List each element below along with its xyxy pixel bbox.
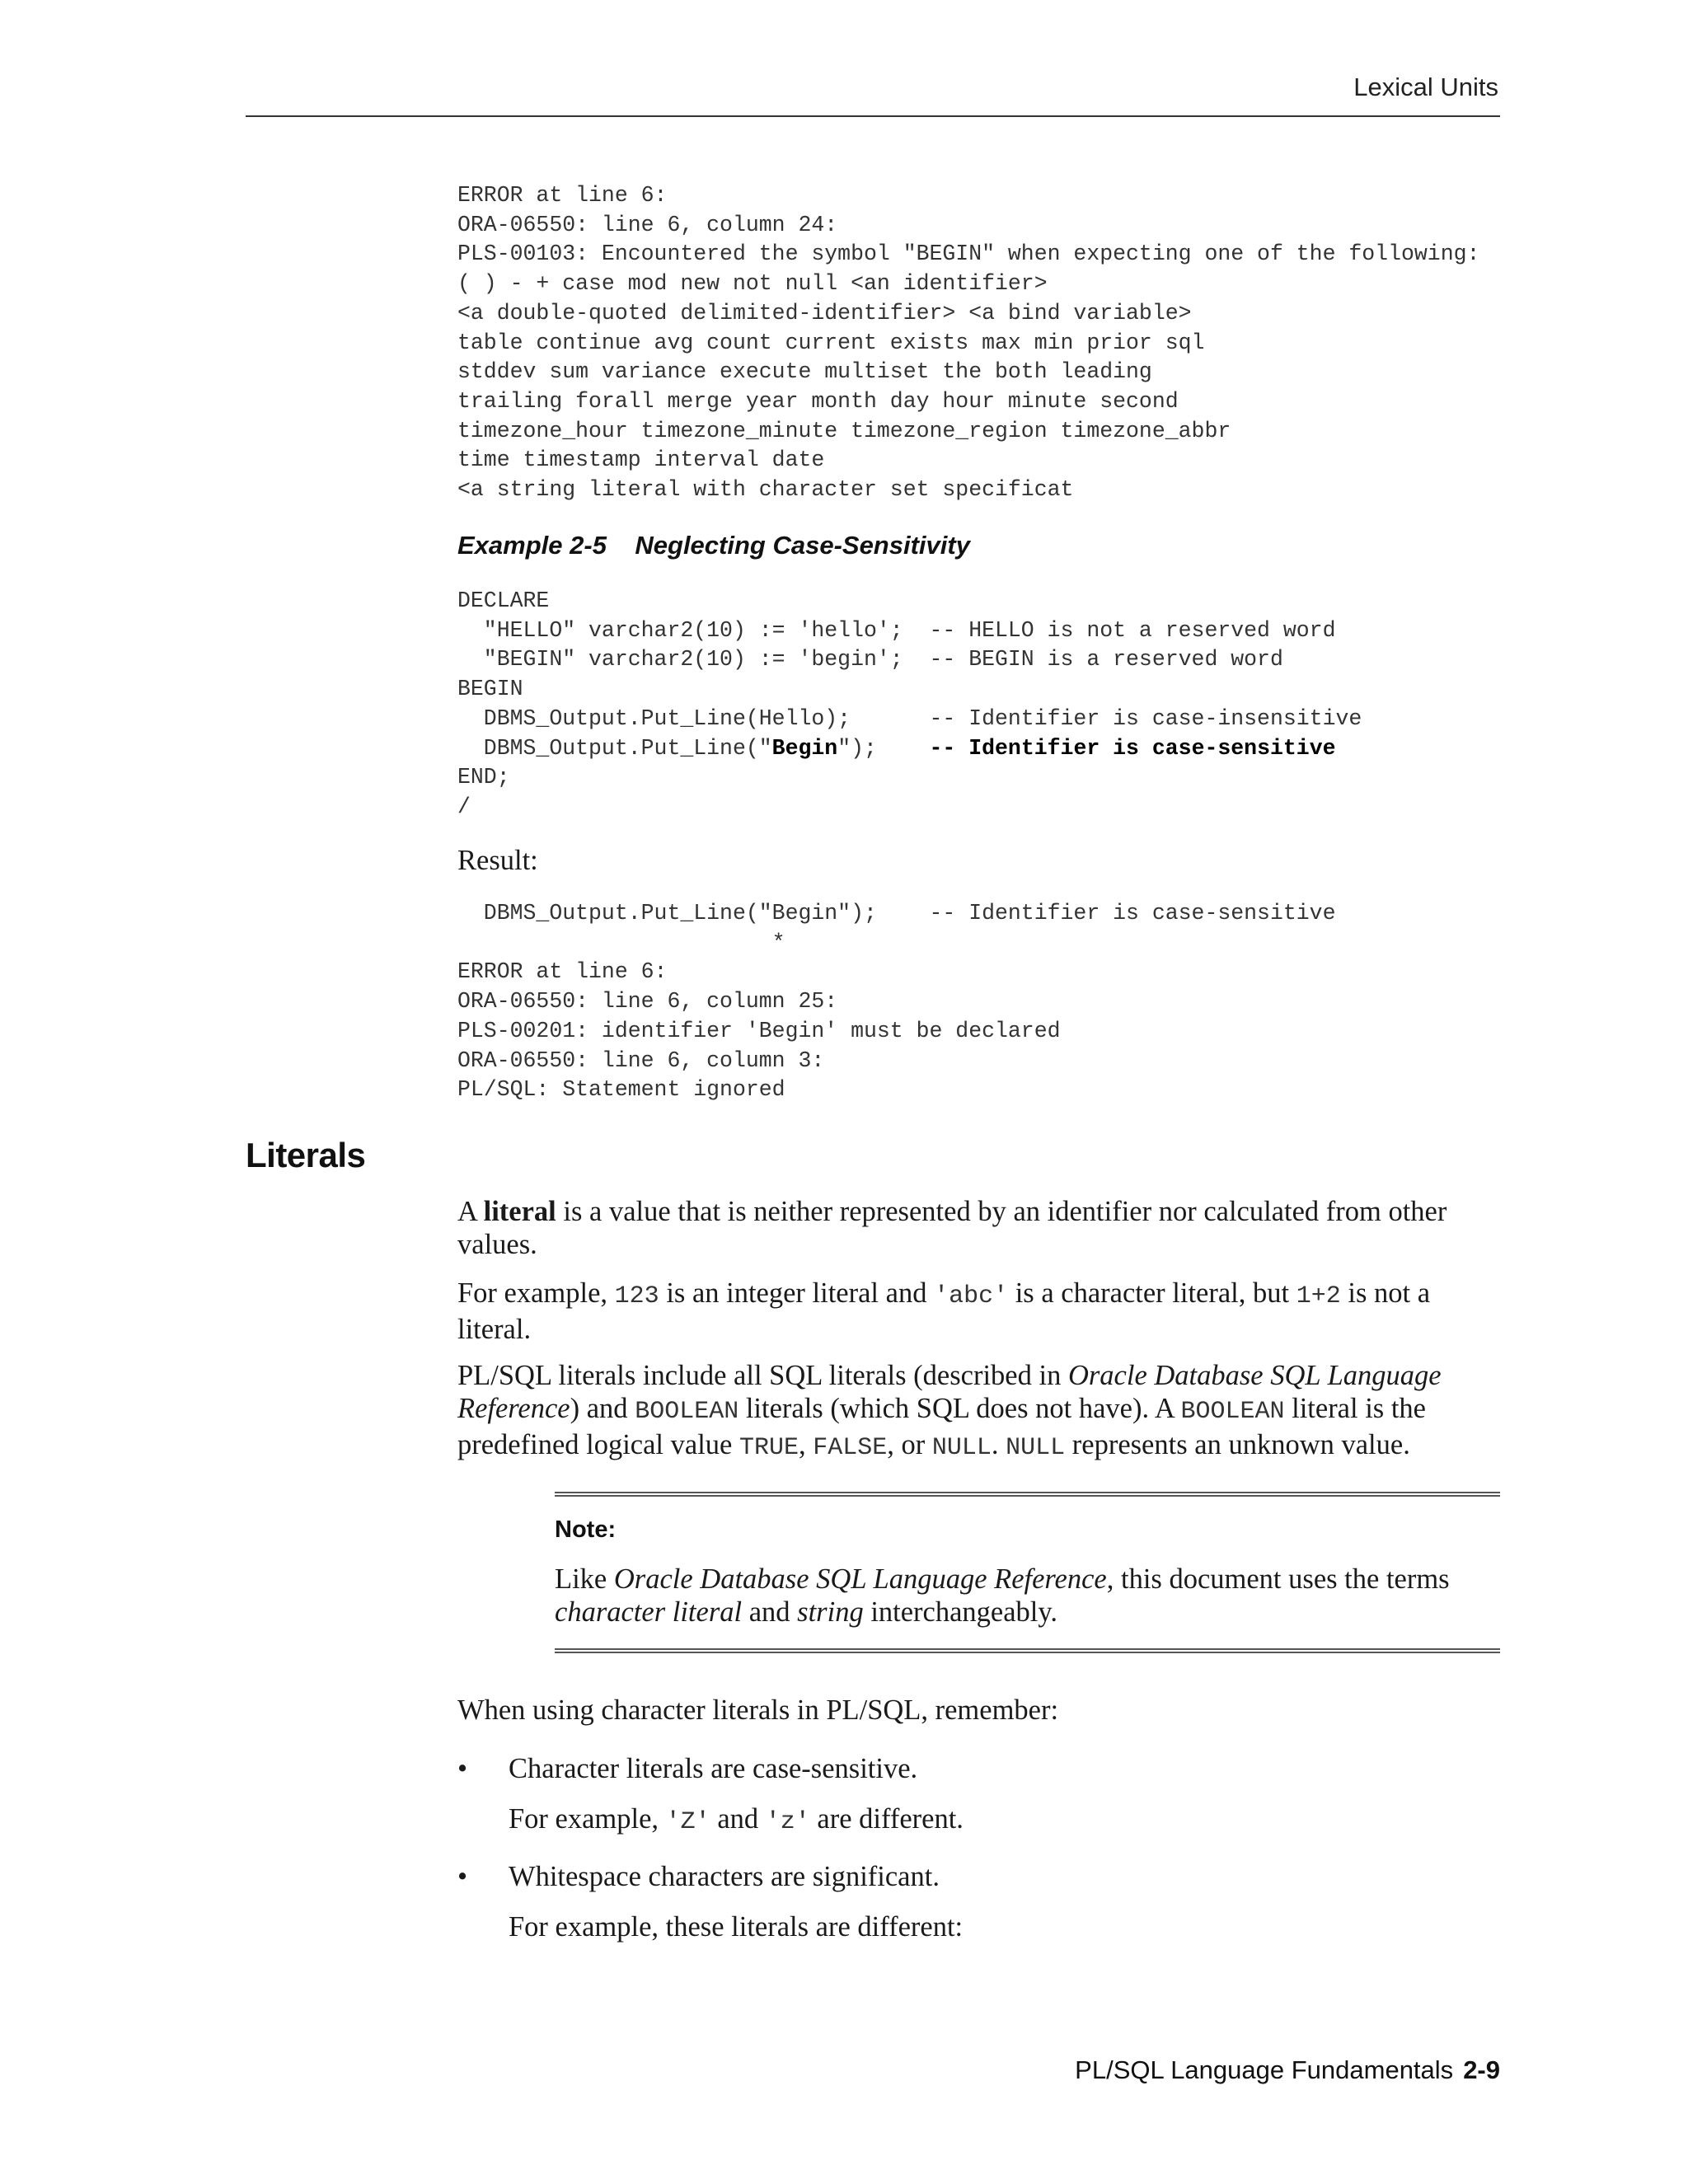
inline-code: NULL [1006,1434,1066,1462]
note-title: Note: [555,1516,617,1543]
bullet-item: Character literals are case-sensitive. [509,1753,918,1784]
code-line: BEGIN [457,677,523,702]
code-line: ORA-06550: line 6, column 25: [457,989,838,1015]
code-line: <a string literal with character set specificat [457,477,1074,503]
inline-code: FALSE [813,1434,888,1462]
code-line: <a double-quoted delimited-identifier> <a bind variable> [457,300,1192,326]
literal-definition-paragraph: A literal is a value that is neither represented by an identifier nor calculated from other values. [457,1196,1447,1260]
code-line: PL/SQL: Statement ignored [457,1077,785,1103]
note-text: Like Oracle Database SQL Language Reference, this document uses the terms character literal and string interchangeably. [555,1563,1450,1628]
code-line: PLS-00103: Encountered the symbol "BEGIN" when expecting one of the following: [457,241,1480,267]
footer-title: PL/SQL Language Fundamentals [1075,2055,1454,2084]
inline-code: BOOLEAN [1180,1398,1285,1426]
page-number: 2-9 [1463,2055,1500,2084]
code-line: END; [457,765,510,790]
page-footer [1075,2055,1500,2085]
code-line: DBMS_Output.Put_Line("Begin"); -- Identifier is case-sensitive [457,735,1336,761]
code-line: ( ) - + case mod new not null <an identifier> [457,271,1048,297]
inline-code: 123 [614,1282,659,1310]
bullet-item: Whitespace characters are significant. [509,1861,940,1892]
section-heading-literals: Literals [246,1136,366,1174]
bullet-glyph: • [457,1753,468,1784]
term: string [797,1596,864,1628]
plsql-literals-paragraph: PL/SQL literals include all SQL literals (described in Oracle Database SQL Language Reference) and BOOLEAN literals (which SQL does not have). A BOOLEAN literal is the predefined logical value TRUE, FALSE, or NULL. NULL represents an unknown value. [457,1360,1442,1462]
code-line: stddev sum variance execute multiset the both leading [457,359,1152,385]
book-reference: Oracle Database SQL Language Reference [613,1563,1107,1595]
code-line: ERROR at line 6: [457,959,668,985]
code-line: timezone_hour timezone_minute timezone_region timezone_abbr [457,418,1231,443]
result-label: Result: [457,845,538,876]
code-bold-comment: -- Identifier is case-sensitive [929,735,1336,761]
inline-code: TRUE [738,1434,799,1462]
result-code [457,899,1335,1105]
code-line: DBMS_Output.Put_Line("Begin"); -- Identifier is case-sensitive [457,901,1336,926]
code-line: ORA-06550: line 6, column 3: [457,1047,825,1073]
code-line: / [457,794,471,819]
code-line: "HELLO" varchar2(10) := 'hello'; -- HELLO is not a reserved word [457,617,1336,643]
error-output-code [457,181,1479,505]
example-code [457,587,1362,823]
remember-intro: When using character literals in PL/SQL, remember: [457,1694,1059,1726]
code-line: PLS-00201: identifier 'Begin' must be declared [457,1018,1061,1043]
note-bottom-rule [555,1648,1500,1653]
inline-code: NULL [931,1434,992,1462]
code-line: ORA-06550: line 6, column 24: [457,212,838,237]
code-line: time timestamp interval date [457,448,825,473]
term: character literal [555,1596,743,1628]
literal-example-paragraph: For example, 123 is an integer literal and 'abc' is a character literal, but 1+2 is not a literal. [457,1277,1431,1345]
example-caption: Example 2-5 Neglecting Case-Sensitivity [457,531,970,560]
code-line: table continue avg count current exists max min prior sql [457,330,1205,355]
running-header: Lexical Units [1353,73,1498,101]
bullet-glyph: • [457,1861,468,1892]
code-line: DECLARE [457,588,550,613]
code-line: DBMS_Output.Put_Line(Hello); -- Identifier is case-insensitive [457,705,1362,731]
code-bold: Begin [771,735,838,761]
book-reference: Oracle Database SQL Language Reference [457,1360,1442,1424]
code-line: "BEGIN" varchar2(10) := 'begin'; -- BEGIN is a reserved word [457,647,1283,673]
inline-code: BOOLEAN [635,1398,739,1426]
code-line: trailing forall merge year month day hour minute second [457,388,1179,414]
code-line: * [457,930,785,955]
header-rule [246,115,1500,117]
term-literal: literal [483,1196,556,1227]
inline-code: 1+2 [1296,1282,1341,1310]
bullet-example: For example, these literals are different: [509,1911,964,1943]
code-line: ERROR at line 6: [457,183,668,208]
inline-code: 'abc' [934,1282,1009,1310]
inline-code: 'Z' [665,1808,710,1836]
bullet-example: For example, 'Z' and 'z' are different. [509,1803,964,1836]
note-top-rule [555,1492,1500,1497]
inline-code: 'z' [765,1808,810,1836]
